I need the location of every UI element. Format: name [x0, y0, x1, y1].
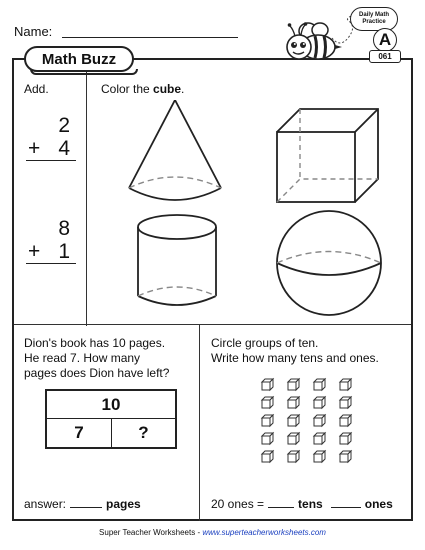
unit-cube [340, 451, 351, 462]
tens-line: Write how many tens and ones. [211, 351, 379, 365]
unit-cube [340, 433, 351, 444]
unit-cube [314, 451, 325, 462]
instruction-period: . [181, 82, 185, 96]
bar-unknown: ? [138, 423, 149, 442]
tens-answer [211, 497, 393, 511]
addition-problem [26, 217, 76, 264]
tens-line: Circle groups of ten. [211, 336, 319, 350]
story-problem [24, 336, 196, 381]
shapes-area [120, 100, 400, 320]
answer-label: answer: [24, 497, 67, 511]
unit-cube [288, 379, 299, 390]
divider-vertical-top [86, 60, 87, 326]
unit-cube [340, 397, 351, 408]
badge-line2: Practice [362, 19, 386, 25]
cube-shape[interactable] [277, 109, 378, 202]
unit-cube [262, 379, 273, 390]
instruction-text: Color the [101, 82, 154, 96]
badge-letter: A [373, 28, 397, 52]
answer-unit: pages [106, 497, 141, 511]
tens-blank[interactable] [268, 498, 294, 508]
footer [0, 528, 425, 537]
story-line: Dion's book has 10 pages. [24, 336, 166, 350]
unit-cube [314, 415, 325, 426]
unit-cube [262, 397, 273, 408]
plus-sign: + [28, 137, 41, 160]
sphere-shape[interactable] [277, 211, 381, 315]
addition-problem [26, 114, 76, 161]
unit-cube [262, 415, 273, 426]
tens-instruction [211, 336, 407, 366]
unit-cube [262, 451, 273, 462]
page-title-text: Math Buzz [41, 50, 117, 68]
story-line: He read 7. How many [24, 351, 141, 365]
page-title [24, 46, 134, 72]
badge-number: 061 [369, 50, 401, 63]
tens-prefix: 20 ones = [211, 497, 265, 511]
divider-vertical-bottom [199, 325, 200, 521]
footer-text: Super Teacher Worksheets - [99, 528, 203, 537]
footer-link[interactable]: www.superteacherworksheets.com [202, 528, 326, 537]
story-line: pages does Dion have left? [24, 366, 170, 380]
addend-top: 2 [58, 114, 70, 137]
unit-cube [314, 379, 325, 390]
name-line[interactable] [62, 37, 238, 38]
unit-cube [288, 415, 299, 426]
unit-cube [288, 433, 299, 444]
addend-top: 8 [58, 217, 70, 240]
ones-label: ones [364, 497, 393, 511]
story-answer [24, 497, 141, 511]
cylinder-shape[interactable] [138, 215, 216, 305]
unit-cube [314, 397, 325, 408]
plus-sign: + [28, 240, 41, 263]
unit-cube [262, 433, 273, 444]
unit-cube [314, 433, 325, 444]
cone-shape[interactable] [129, 100, 221, 200]
answer-blank[interactable] [70, 498, 102, 508]
divider-horizontal [14, 324, 411, 325]
unit-cube [340, 379, 351, 390]
shape-instruction [101, 82, 184, 96]
addend-bottom: 1 [58, 240, 70, 263]
addend-bottom: 4 [58, 137, 70, 160]
ones-blocks[interactable] [258, 375, 368, 470]
bar-model [45, 389, 177, 449]
ones-blank[interactable] [331, 498, 361, 508]
badge-line1: Daily Math [358, 12, 389, 18]
daily-math-badge [350, 7, 398, 31]
bar-part: 7 [47, 419, 112, 447]
bar-total: 10 [47, 391, 175, 419]
unit-cube [340, 415, 351, 426]
instruction-bold: cube [153, 82, 182, 96]
unit-cube [288, 451, 299, 462]
add-label: Add. [24, 82, 49, 96]
unit-cube [288, 397, 299, 408]
name-label: Name: [14, 24, 53, 39]
tens-label: tens [298, 497, 323, 511]
